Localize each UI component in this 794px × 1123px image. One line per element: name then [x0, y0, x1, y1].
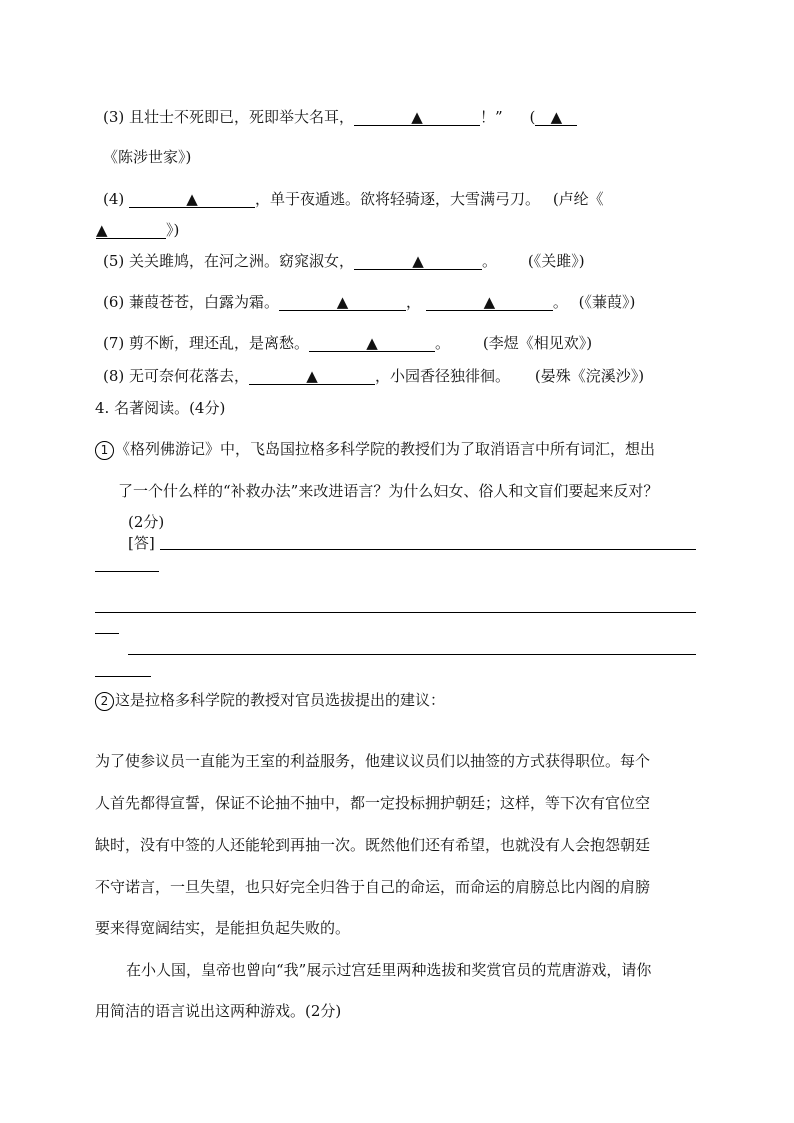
passage-line: 人首先都得宣誓，保证不论抽不抽中，都一定投标拥护朝廷；这样，等下次有官位空 [95, 794, 651, 812]
passage-line: 缺时，没有中签的人还能轮到再抽一次。既然他们还有希望，也就没有人会抱怨朝廷 [95, 836, 651, 854]
q8-source: (晏殊《浣溪沙》) [534, 367, 645, 385]
q6-answer-blank-2[interactable] [426, 294, 553, 311]
q8-text-post: ，小园香径独徘徊。 [375, 367, 511, 385]
sub2-question-line1: 在小人国，皇帝也曾向“我”展示过宫廷里两种选拔和奖赏官员的荒唐游戏，请你 [126, 961, 652, 979]
q5-text-post: 。 [482, 252, 498, 270]
answer-line[interactable] [95, 676, 151, 677]
sub2-intro: 这是拉格多科学院的教授对官员选拔提出的建议： [115, 691, 446, 709]
triangle-blank-icon: ▲ [96, 221, 108, 239]
answer-line[interactable] [95, 633, 119, 634]
sub1-score: (2分) [128, 513, 165, 531]
sub1-line2: 了一个什么样的“补救办法”来改进语言？为什么妇女、俗人和文盲们要起来反对？ [118, 482, 659, 500]
triangle-blank-icon: ▲ [412, 252, 424, 270]
q3-source: 《陈涉世家》) [103, 148, 192, 166]
q4-text-post: ，单于夜遁逃。欲将轻骑逐，大雪满弓刀。 [255, 190, 541, 208]
q3-text-pre: 且壮士不死即已，死即举大名耳， [129, 108, 355, 126]
q7-answer-blank[interactable] [309, 335, 435, 352]
q4-source-close: 》) [166, 221, 180, 239]
triangle-blank-icon: ▲ [411, 108, 423, 126]
answer-line[interactable] [128, 654, 696, 655]
q7-number: (7) [103, 334, 125, 352]
triangle-blank-icon: ▲ [336, 293, 349, 311]
answer-line[interactable] [95, 571, 159, 572]
q7-text-post: 。 [435, 334, 451, 352]
passage-line: 为了使参议员一直能为王室的利益服务，他建议议员们以抽签的方式获得职位。每个 [95, 752, 651, 770]
answer-line[interactable] [95, 612, 696, 613]
poem-q5 [103, 251, 585, 271]
q6-text-post: 。 [552, 293, 568, 311]
q4-source-blank[interactable] [96, 222, 166, 239]
poem-q7 [103, 333, 592, 353]
q4-answer-blank[interactable] [129, 191, 255, 208]
q3-answer-blank[interactable] [354, 109, 480, 126]
triangle-blank-icon: ▲ [306, 367, 318, 385]
circled-number-1: 1 [95, 441, 114, 460]
q7-source: (李煜《相见欢》) [482, 334, 593, 352]
q8-answer-blank[interactable] [249, 368, 375, 385]
answer-line[interactable] [160, 549, 696, 550]
poem-q3 [103, 107, 577, 127]
q6-source: (《蒹葭》) [578, 293, 636, 311]
poem-q6 [103, 292, 635, 312]
q8-text-pre: 无可奈何花落去， [129, 367, 250, 385]
q6-text-mid: ， [406, 293, 422, 311]
triangle-blank-icon: ▲ [550, 108, 563, 126]
sub2-intro-line [95, 690, 445, 711]
sub1-answer-label: [答] [128, 534, 155, 552]
sub2-question-line2: 用简洁的语言说出这两种游戏。(2分) [95, 1002, 342, 1020]
q5-answer-blank[interactable] [354, 253, 482, 270]
q5-number: (5) [103, 252, 125, 270]
q7-text-pre: 剪不断，理还乱，是离愁。 [129, 334, 310, 352]
triangle-blank-icon: ▲ [366, 334, 378, 352]
q6-number: (6) [103, 293, 125, 311]
q3-number: (3) [103, 108, 125, 126]
q5-text-pre: 关关雎鸠，在河之洲。窈窕淑女， [129, 252, 355, 270]
sub1-text-line1: 《格列佛游记》中，飞岛国拉格多科学院的教授们为了取消语言中所有词汇，想出 [115, 440, 656, 458]
sub1-line1 [95, 439, 655, 460]
q3-paren-open: ( [529, 108, 536, 126]
question-4-title: 4. 名著阅读。(4分) [95, 399, 226, 417]
q8-number: (8) [103, 367, 125, 385]
triangle-blank-icon: ▲ [483, 293, 496, 311]
q3-author-blank[interactable] [535, 109, 577, 126]
passage-line: 要来得宽阔结实，是能担负起失败的。 [95, 919, 351, 937]
q5-source: (《关雎》) [527, 252, 585, 270]
q3-text-post: ！” [480, 108, 503, 126]
q4-author: (卢纶《 [552, 190, 604, 208]
q4-number: (4) [103, 190, 125, 208]
q4-source-line [96, 220, 179, 240]
q6-answer-blank-1[interactable] [279, 294, 406, 311]
triangle-blank-icon: ▲ [186, 190, 198, 208]
circled-number-2: 2 [95, 692, 114, 711]
poem-q4 [103, 189, 604, 209]
passage-line: 不守诺言，一旦失望，也只好完全归咎于自己的命运，而命运的肩膀总比内阁的肩膀 [95, 878, 651, 896]
q6-text-pre: 蒹葭苍苍，白露为霜。 [129, 293, 280, 311]
poem-q8 [103, 366, 644, 386]
